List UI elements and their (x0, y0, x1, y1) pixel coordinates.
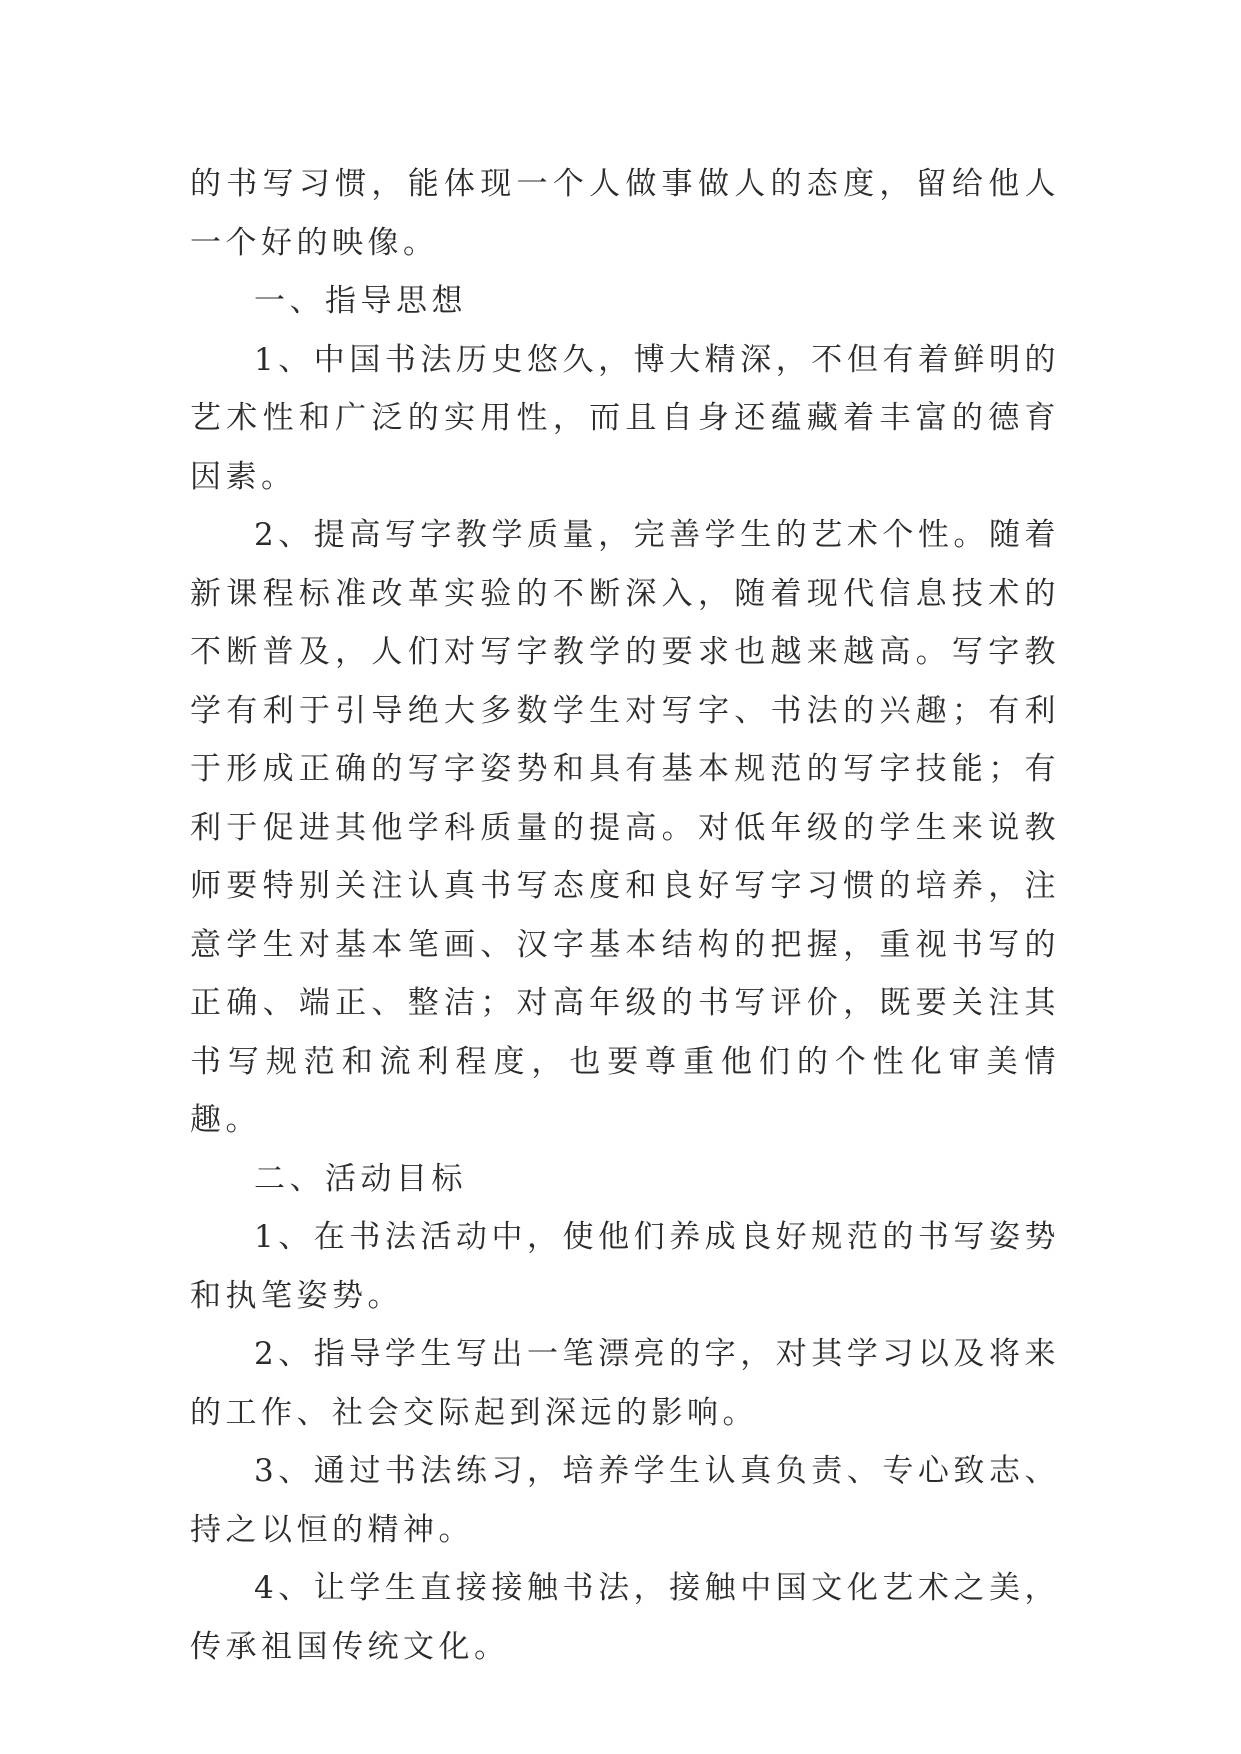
section-heading-guiding-thought: 一、指导思想 (254, 283, 467, 319)
paragraph-item: 2、指导学生写出一笔漂亮的字，对其学习以及将来的工作、社会交际起到深远的影响。 (190, 1336, 1060, 1431)
section-heading-activity-goals: 二、活动目标 (254, 1160, 467, 1197)
paragraph-item: 3、通过书法练习，培养学生认真负责、专心致志、持之以恒的精神。 (190, 1453, 1060, 1548)
document-body (190, 155, 1060, 1676)
paragraph-item: 4、让学生直接接触书法，接触中国文化艺术之美，传承祖国传统文化。 (190, 1570, 1060, 1665)
paragraph-item: 2、提高写字教学质量，完善学生的艺术个性。随着新课程标准改革实验的不断深入，随着现代信息技术的不断普及，人们对写字教学的要求也越来越高。写字教学有利于引导绝大多数学生对写字、书法的兴趣；有利于形成正确的写字姿势和具有基本规范的写字技能；有利于促进其他学科质量的提高。对低年级的学生来说教师要特别关注认真书写态度和良好写字习惯的培养，注意学生对基本笔画、汉字基本结构的把握，重视书写的正确、端正、整洁；对高年级的书写评价，既要关注其书写规范和流利程度，也要尊重他们的个性化审美情趣。 (190, 517, 1060, 1138)
paragraph-item: 1、中国书法历史悠久，博大精深，不但有着鲜明的艺术性和广泛的实用性，而且自身还蕴藏着丰富的德育因素。 (190, 341, 1060, 495)
paragraph-continuation: 的书写习惯，能体现一个人做事做人的态度，留给他人一个好的映像。 (190, 166, 1060, 261)
paragraph-item: 1、在书法活动中，使他们养成良好规范的书写姿势和执笔姿势。 (190, 1219, 1060, 1314)
